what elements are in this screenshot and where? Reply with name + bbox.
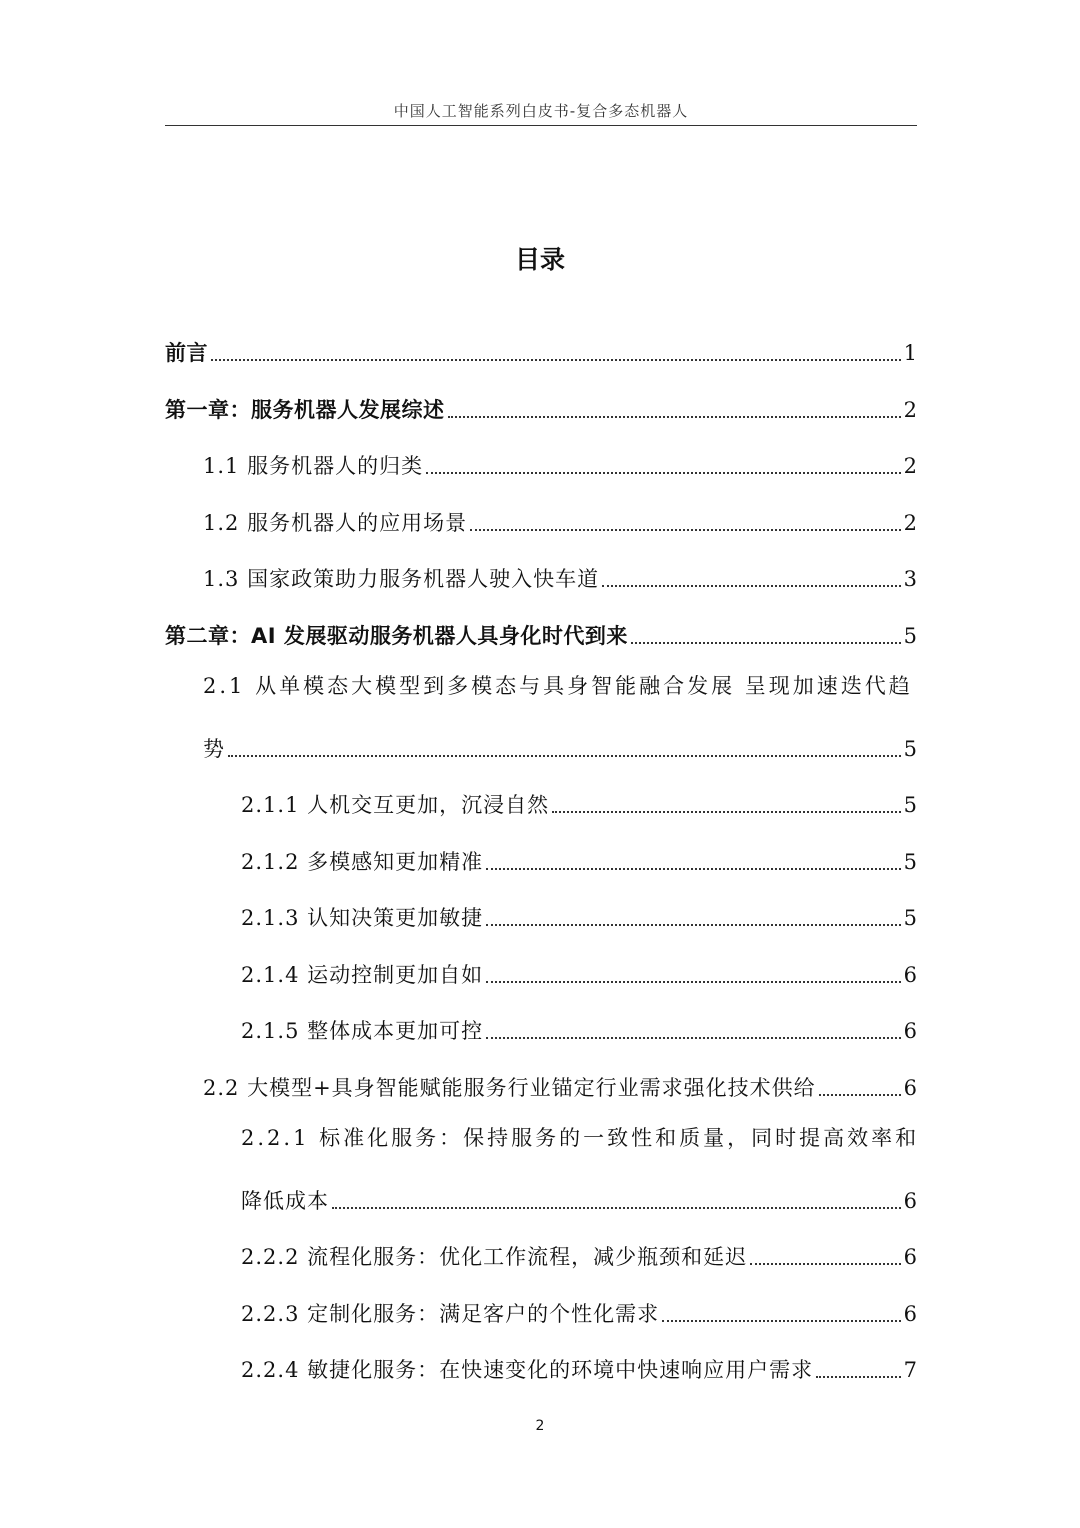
dot-leader — [470, 529, 901, 531]
toc-entry-chapter-2[interactable] — [165, 615, 917, 651]
toc-entry-chapter-1[interactable] — [165, 389, 917, 425]
toc-entry-page: 2 — [903, 454, 917, 478]
toc-entry-2-2-3[interactable] — [241, 1293, 917, 1329]
toc-entry-label: 2.1.4 运动控制更加自如 — [241, 963, 484, 987]
toc-entry-1-3[interactable] — [203, 558, 917, 594]
toc-entry-page: 3 — [903, 567, 917, 591]
toc-entry-2-1-line1[interactable]: 2.1 从单模态大模型到多模态与具身智能融合发展 呈现加速迭代趋 — [203, 674, 913, 698]
toc-entry-2-1-4[interactable] — [241, 954, 917, 990]
toc-entry-page: 6 — [903, 963, 917, 987]
toc-entry-page: 2 — [903, 398, 917, 422]
page-number: 2 — [535, 1418, 545, 1434]
toc-entry-2-1-3[interactable] — [241, 897, 917, 933]
toc-entry-label: 1.2 服务机器人的应用场景 — [203, 511, 468, 535]
running-header: 中国人工智能系列白皮书-复合多态机器人 — [393, 102, 689, 120]
dot-leader — [211, 359, 901, 361]
toc-entry-page: 6 — [903, 1302, 917, 1326]
dot-leader — [486, 924, 901, 926]
toc-entry-1-2[interactable] — [203, 502, 917, 538]
toc-entry-1-1[interactable] — [203, 445, 917, 481]
toc-entry-label: 2.2 大模型+具身智能赋能服务行业锚定行业需求强化技术供给 — [203, 1076, 816, 1100]
toc-entry-page: 2 — [903, 511, 917, 535]
toc-entry-page: 5 — [903, 906, 917, 930]
dot-leader — [819, 1094, 901, 1096]
dot-leader — [426, 472, 901, 474]
toc-entry-label: 2.1.1 人机交互更加，沉浸自然 — [241, 793, 550, 817]
toc-entry-2-2[interactable] — [203, 1067, 917, 1103]
toc-entry-page: 6 — [903, 1245, 917, 1269]
dot-leader — [816, 1376, 901, 1378]
dot-leader — [486, 868, 901, 870]
toc-entry-label: 2.2.2 流程化服务：优化工作流程，减少瓶颈和延迟 — [241, 1245, 748, 1269]
toc-entry-2-1-5[interactable] — [241, 1010, 917, 1046]
toc-entry-label: 2.2.3 定制化服务：满足客户的个性化需求 — [241, 1302, 660, 1326]
dot-leader — [602, 585, 901, 587]
toc-title: 目录 — [514, 245, 565, 274]
toc-entry-label: 1.3 国家政策助力服务机器人驶入快车道 — [203, 567, 600, 591]
dot-leader — [750, 1263, 901, 1265]
toc-entry-2-2-1[interactable] — [241, 1180, 917, 1216]
toc-entry-label: 1.1 服务机器人的归类 — [203, 454, 424, 478]
toc-entry-2-2-4[interactable] — [241, 1349, 917, 1385]
toc-entry-page: 7 — [903, 1358, 917, 1382]
dot-leader — [486, 981, 901, 983]
toc-entry-page: 5 — [903, 793, 917, 817]
toc-entry-label: 降低成本 — [241, 1189, 329, 1213]
dot-leader — [552, 811, 901, 813]
dot-leader — [486, 1037, 901, 1039]
toc-entry-2-2-2[interactable] — [241, 1236, 917, 1272]
dot-leader — [332, 1207, 901, 1209]
toc-entry-label: 第二章：AI 发展驱动服务机器人具身化时代到来 — [165, 624, 628, 648]
dot-leader — [448, 416, 901, 418]
dot-leader — [662, 1320, 901, 1322]
toc-entry-label: 势 — [203, 737, 225, 761]
toc-entry-label: 第一章：服务机器人发展综述 — [165, 398, 445, 422]
toc-entry-preface[interactable] — [165, 332, 917, 368]
header-rule — [165, 125, 917, 126]
toc-entry-label: 2.1.3 认知决策更加敏捷 — [241, 906, 484, 930]
toc-entry-label: 前言 — [165, 341, 208, 365]
toc-entry-page: 1 — [903, 341, 917, 365]
toc-entry-label: 2.1.5 整体成本更加可控 — [241, 1019, 484, 1043]
toc-entry-2-2-1-line1[interactable]: 2.2.1 标准化服务：保持服务的一致性和质量，同时提高效率和 — [241, 1126, 920, 1150]
toc-entry-page: 5 — [903, 850, 917, 874]
toc-entry-2-1-2[interactable] — [241, 841, 917, 877]
toc-entry-2-1-1[interactable] — [241, 784, 917, 820]
toc-entry-label: 2.2.4 敏捷化服务：在快速变化的环境中快速响应用户需求 — [241, 1358, 814, 1382]
dot-leader — [631, 642, 901, 644]
toc-entry-page: 6 — [903, 1076, 917, 1100]
toc-entry-page: 6 — [903, 1019, 917, 1043]
toc-entry-label: 2.1.2 多模感知更加精准 — [241, 850, 484, 874]
toc-entry-2-1[interactable] — [203, 728, 917, 764]
toc-entry-page: 6 — [903, 1189, 917, 1213]
dot-leader — [228, 755, 901, 757]
toc-entry-page: 5 — [903, 737, 917, 761]
toc-entry-page: 5 — [903, 624, 917, 648]
